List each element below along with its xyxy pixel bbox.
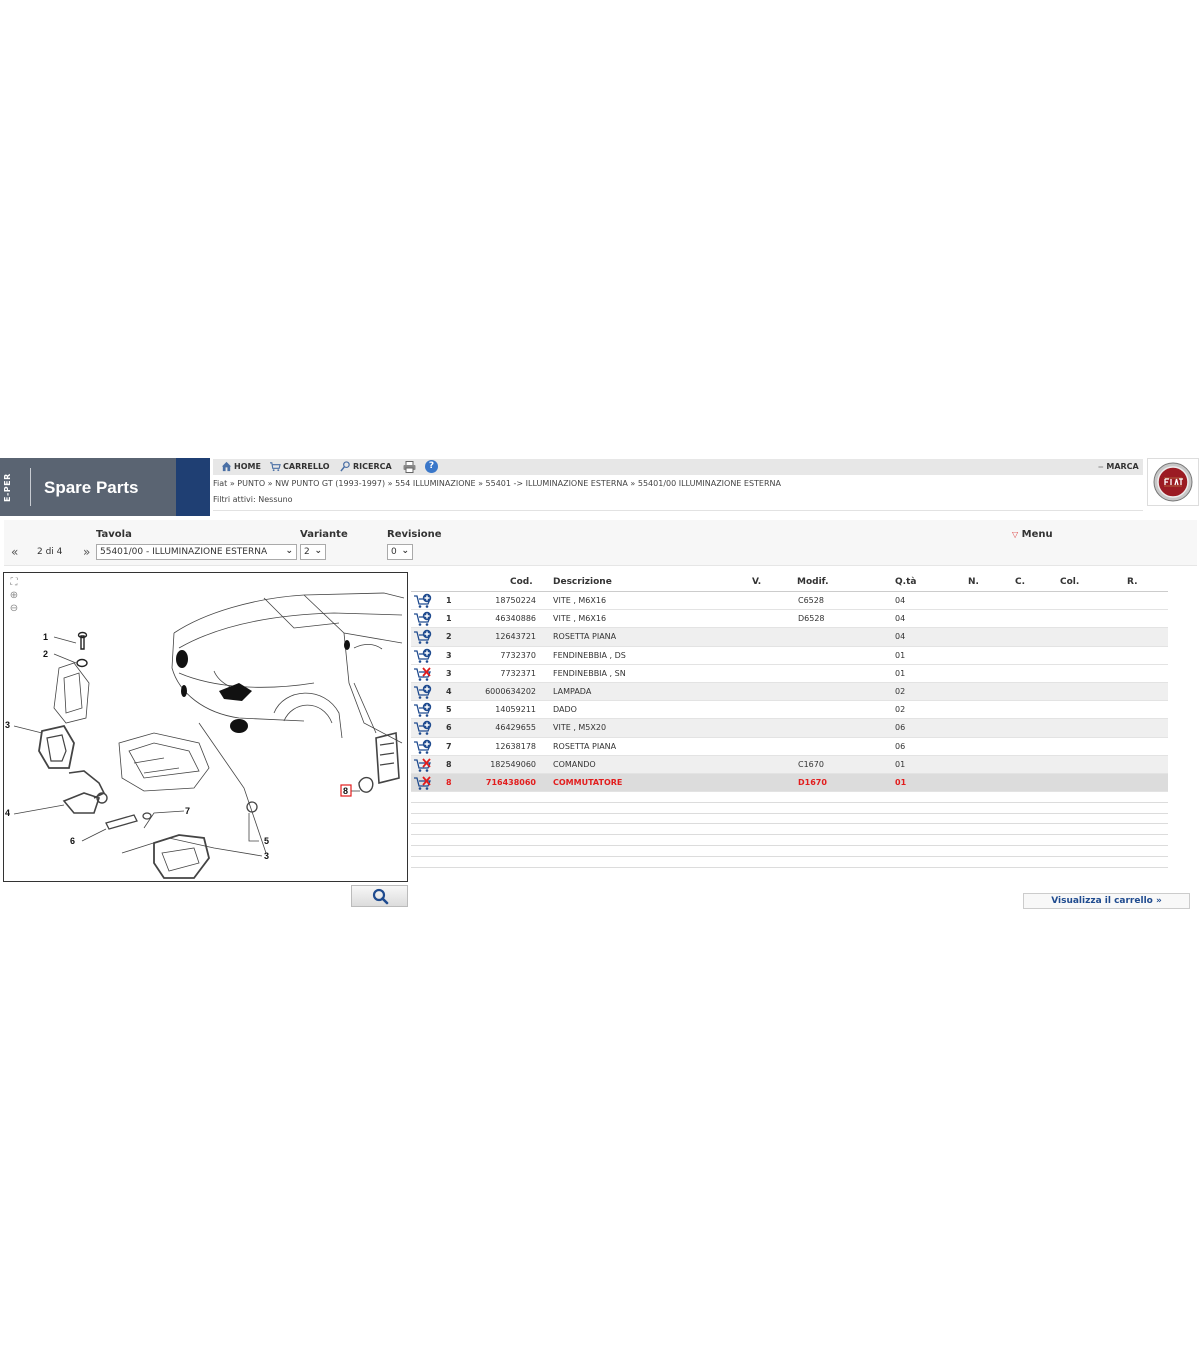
cell-code: 7732371: [500, 668, 536, 678]
empty-row: [411, 846, 1168, 857]
add-to-cart-icon[interactable]: [413, 684, 433, 700]
table-row[interactable]: [411, 719, 1168, 737]
prev-table-button[interactable]: «: [11, 545, 19, 559]
cell-code: 12638178: [495, 741, 536, 751]
cell-ref: 8: [446, 759, 452, 769]
cell-code: 7732370: [500, 650, 536, 660]
cell-description: COMANDO: [553, 759, 596, 769]
nav-search-label: RICERCA: [353, 462, 392, 471]
wrench-search-icon: [340, 461, 351, 472]
cell-description: VITE , M6X16: [553, 614, 607, 624]
callout-label[interactable]: 3: [5, 720, 11, 730]
empty-row: [411, 824, 1168, 835]
table-header: [411, 574, 1168, 592]
cell-code: 12643721: [495, 632, 536, 642]
parts-diagram[interactable]: [3, 572, 408, 882]
cell-qty: 01: [895, 650, 906, 660]
cell-ref: 2: [446, 632, 452, 642]
cell-code: 14059211: [495, 705, 536, 715]
nav-home-label: HOME: [234, 462, 261, 471]
breadcrumb[interactable]: Fiat » PUNTO » NW PUNTO GT (1993-1997) » 554 ILLUMINAZIONE » 55401 -> ILLUMINAZIONE ESTERNA » 55401/00 ILLUMINAZIONE ESTERNA: [213, 479, 781, 488]
cell-ref: 7: [446, 741, 452, 751]
zoom-out-icon[interactable]: ⊖: [9, 603, 19, 614]
revisione-value: 0: [391, 547, 397, 557]
add-to-cart-icon[interactable]: [413, 593, 433, 609]
table-row[interactable]: [411, 665, 1168, 683]
chevron-down-icon: ⌄: [401, 546, 409, 556]
table-row[interactable]: [411, 628, 1168, 646]
fit-view-icon[interactable]: ⛶: [10, 577, 18, 588]
nav-marca[interactable]: ‒ MARCA: [1098, 462, 1139, 471]
table-row[interactable]: [411, 701, 1168, 719]
cell-description: FENDINEBBIA , DS: [553, 650, 626, 660]
col-header-c[interactable]: C.: [1015, 577, 1026, 587]
next-table-button[interactable]: »: [83, 545, 91, 559]
cell-code: 18750224: [495, 596, 536, 605]
table-row[interactable]: [411, 756, 1168, 774]
home-icon: [221, 461, 232, 472]
table-row[interactable]: [411, 610, 1168, 628]
brand-logo[interactable]: [1147, 458, 1199, 506]
brand-accent: [176, 458, 210, 516]
zoom-in-icon[interactable]: ⊕: [9, 590, 19, 601]
cart-unavailable-icon[interactable]: [413, 666, 433, 682]
table-body: [411, 592, 1168, 868]
table-row[interactable]: [411, 683, 1168, 701]
callout-label[interactable]: 4: [5, 808, 11, 818]
col-header-qty[interactable]: Q.tà: [895, 577, 917, 587]
empty-row: [411, 814, 1168, 825]
cell-description: LAMPADA: [553, 686, 592, 696]
col-header-r[interactable]: R.: [1127, 577, 1138, 587]
callout-label[interactable]: 8: [343, 786, 349, 796]
cell-modif: D1670: [798, 777, 827, 787]
cart-unavailable-icon[interactable]: [413, 757, 433, 773]
cell-ref: 5: [446, 705, 452, 715]
callout-label[interactable]: 3: [264, 851, 270, 861]
nav-marca-label: MARCA: [1106, 462, 1139, 471]
empty-row: [411, 857, 1168, 868]
cart-unavailable-icon[interactable]: [413, 775, 433, 791]
printer-icon[interactable]: [403, 461, 416, 473]
cell-qty: 01: [895, 668, 906, 678]
callout-label[interactable]: 7: [185, 806, 191, 816]
cell-description: VITE , M5X20: [553, 723, 607, 733]
table-row[interactable]: [411, 592, 1168, 610]
cell-code: 46340886: [495, 614, 536, 624]
cell-description: ROSETTA PIANA: [553, 632, 617, 642]
add-to-cart-icon[interactable]: [413, 629, 433, 645]
variante-value: 2: [304, 547, 310, 557]
col-header-modif[interactable]: Modif.: [797, 577, 829, 587]
cell-ref: 4: [446, 686, 452, 696]
parts-table: [411, 574, 1168, 868]
help-icon[interactable]: ?: [425, 460, 438, 473]
triangle-down-icon: ▽: [1012, 530, 1019, 539]
cell-code: 46429655: [495, 723, 536, 733]
cell-ref: 3: [446, 668, 452, 678]
view-cart-button[interactable]: Visualizza il carrello »: [1023, 893, 1190, 909]
tavola-label: Tavola: [96, 529, 132, 540]
col-header-desc[interactable]: Descrizione: [553, 577, 612, 587]
col-header-v[interactable]: V.: [752, 577, 762, 587]
table-row[interactable]: [411, 738, 1168, 756]
cell-qty: 06: [895, 741, 906, 751]
empty-row: [411, 835, 1168, 846]
nav-home[interactable]: [221, 461, 261, 472]
chevron-down-icon: ⌄: [285, 546, 293, 556]
cell-qty: 02: [895, 686, 906, 696]
add-to-cart-icon[interactable]: [413, 739, 433, 755]
tavola-select[interactable]: [96, 544, 297, 560]
eper-label: E-PER: [3, 473, 12, 503]
revisione-label: Revisione: [387, 529, 442, 540]
nav-cart[interactable]: [270, 461, 330, 472]
col-header-cod[interactable]: Cod.: [510, 577, 533, 587]
breadcrumb-divider: [213, 510, 1143, 511]
col-header-col[interactable]: Col.: [1060, 577, 1080, 587]
cell-ref: 3: [446, 650, 452, 660]
page-indicator: 2 di 4: [37, 547, 63, 557]
cell-code: 716438060: [485, 777, 536, 787]
diagram-drawing: [4, 573, 408, 882]
menu-toggle[interactable]: [1012, 529, 1053, 540]
table-row[interactable]: [411, 647, 1168, 665]
cell-qty: 04: [895, 614, 906, 624]
col-header-n[interactable]: N.: [968, 577, 979, 587]
cell-qty: 04: [895, 596, 906, 605]
table-row[interactable]: [411, 774, 1168, 792]
top-nav: [213, 459, 1143, 475]
cart-icon: [270, 461, 281, 472]
empty-row: [411, 792, 1168, 803]
cell-code: 6000634202: [485, 686, 536, 696]
cell-qty: 01: [895, 777, 907, 787]
app-title: Spare Parts: [44, 478, 139, 497]
cell-code: 182549060: [490, 759, 536, 769]
nav-search[interactable]: [340, 461, 392, 472]
callout-label[interactable]: 1: [43, 632, 49, 642]
callout-label[interactable]: 6: [70, 836, 76, 846]
cell-ref: 8: [446, 777, 452, 787]
cell-ref: 6: [446, 723, 452, 733]
empty-row: [411, 803, 1168, 814]
cell-ref: 1: [446, 596, 452, 605]
cell-description: VITE , M6X16: [553, 596, 607, 605]
add-to-cart-icon[interactable]: [413, 720, 433, 736]
brand-divider: [30, 468, 31, 506]
cell-description: FENDINEBBIA , SN: [553, 668, 626, 678]
add-to-cart-icon[interactable]: [413, 648, 433, 664]
diagram-search-button[interactable]: [351, 885, 408, 907]
active-filters: Filtri attivi: Nessuno: [213, 495, 293, 504]
nav-cart-label: CARRELLO: [283, 462, 330, 471]
cell-modif: C6528: [798, 596, 824, 605]
cell-qty: 02: [895, 705, 906, 715]
cell-modif: C1670: [798, 759, 824, 769]
menu-label: Menu: [1021, 529, 1053, 540]
cell-modif: D6528: [798, 614, 825, 624]
cell-ref: 1: [446, 614, 452, 624]
magnifier-icon: [352, 886, 409, 908]
revisione-select[interactable]: [387, 544, 413, 560]
cell-qty: 04: [895, 632, 906, 642]
variante-label: Variante: [300, 529, 348, 540]
cell-description: DADO: [553, 705, 577, 715]
callout-label[interactable]: 2: [43, 649, 49, 659]
add-to-cart-icon[interactable]: [413, 702, 433, 718]
fiat-logo-icon: [1148, 459, 1198, 505]
tavola-value: 55401/00 - ILLUMINAZIONE ESTERNA: [100, 547, 268, 557]
add-to-cart-icon[interactable]: [413, 611, 433, 627]
cell-qty: 06: [895, 723, 906, 733]
table-controls: [4, 520, 1197, 566]
variante-select[interactable]: [300, 544, 326, 560]
cell-description: COMMUTATORE: [553, 777, 623, 787]
cell-qty: 01: [895, 759, 906, 769]
callout-label[interactable]: 5: [264, 836, 270, 846]
cell-description: ROSETTA PIANA: [553, 741, 617, 751]
chevron-down-icon: ⌄: [314, 546, 322, 556]
brand-panel: [0, 458, 210, 516]
